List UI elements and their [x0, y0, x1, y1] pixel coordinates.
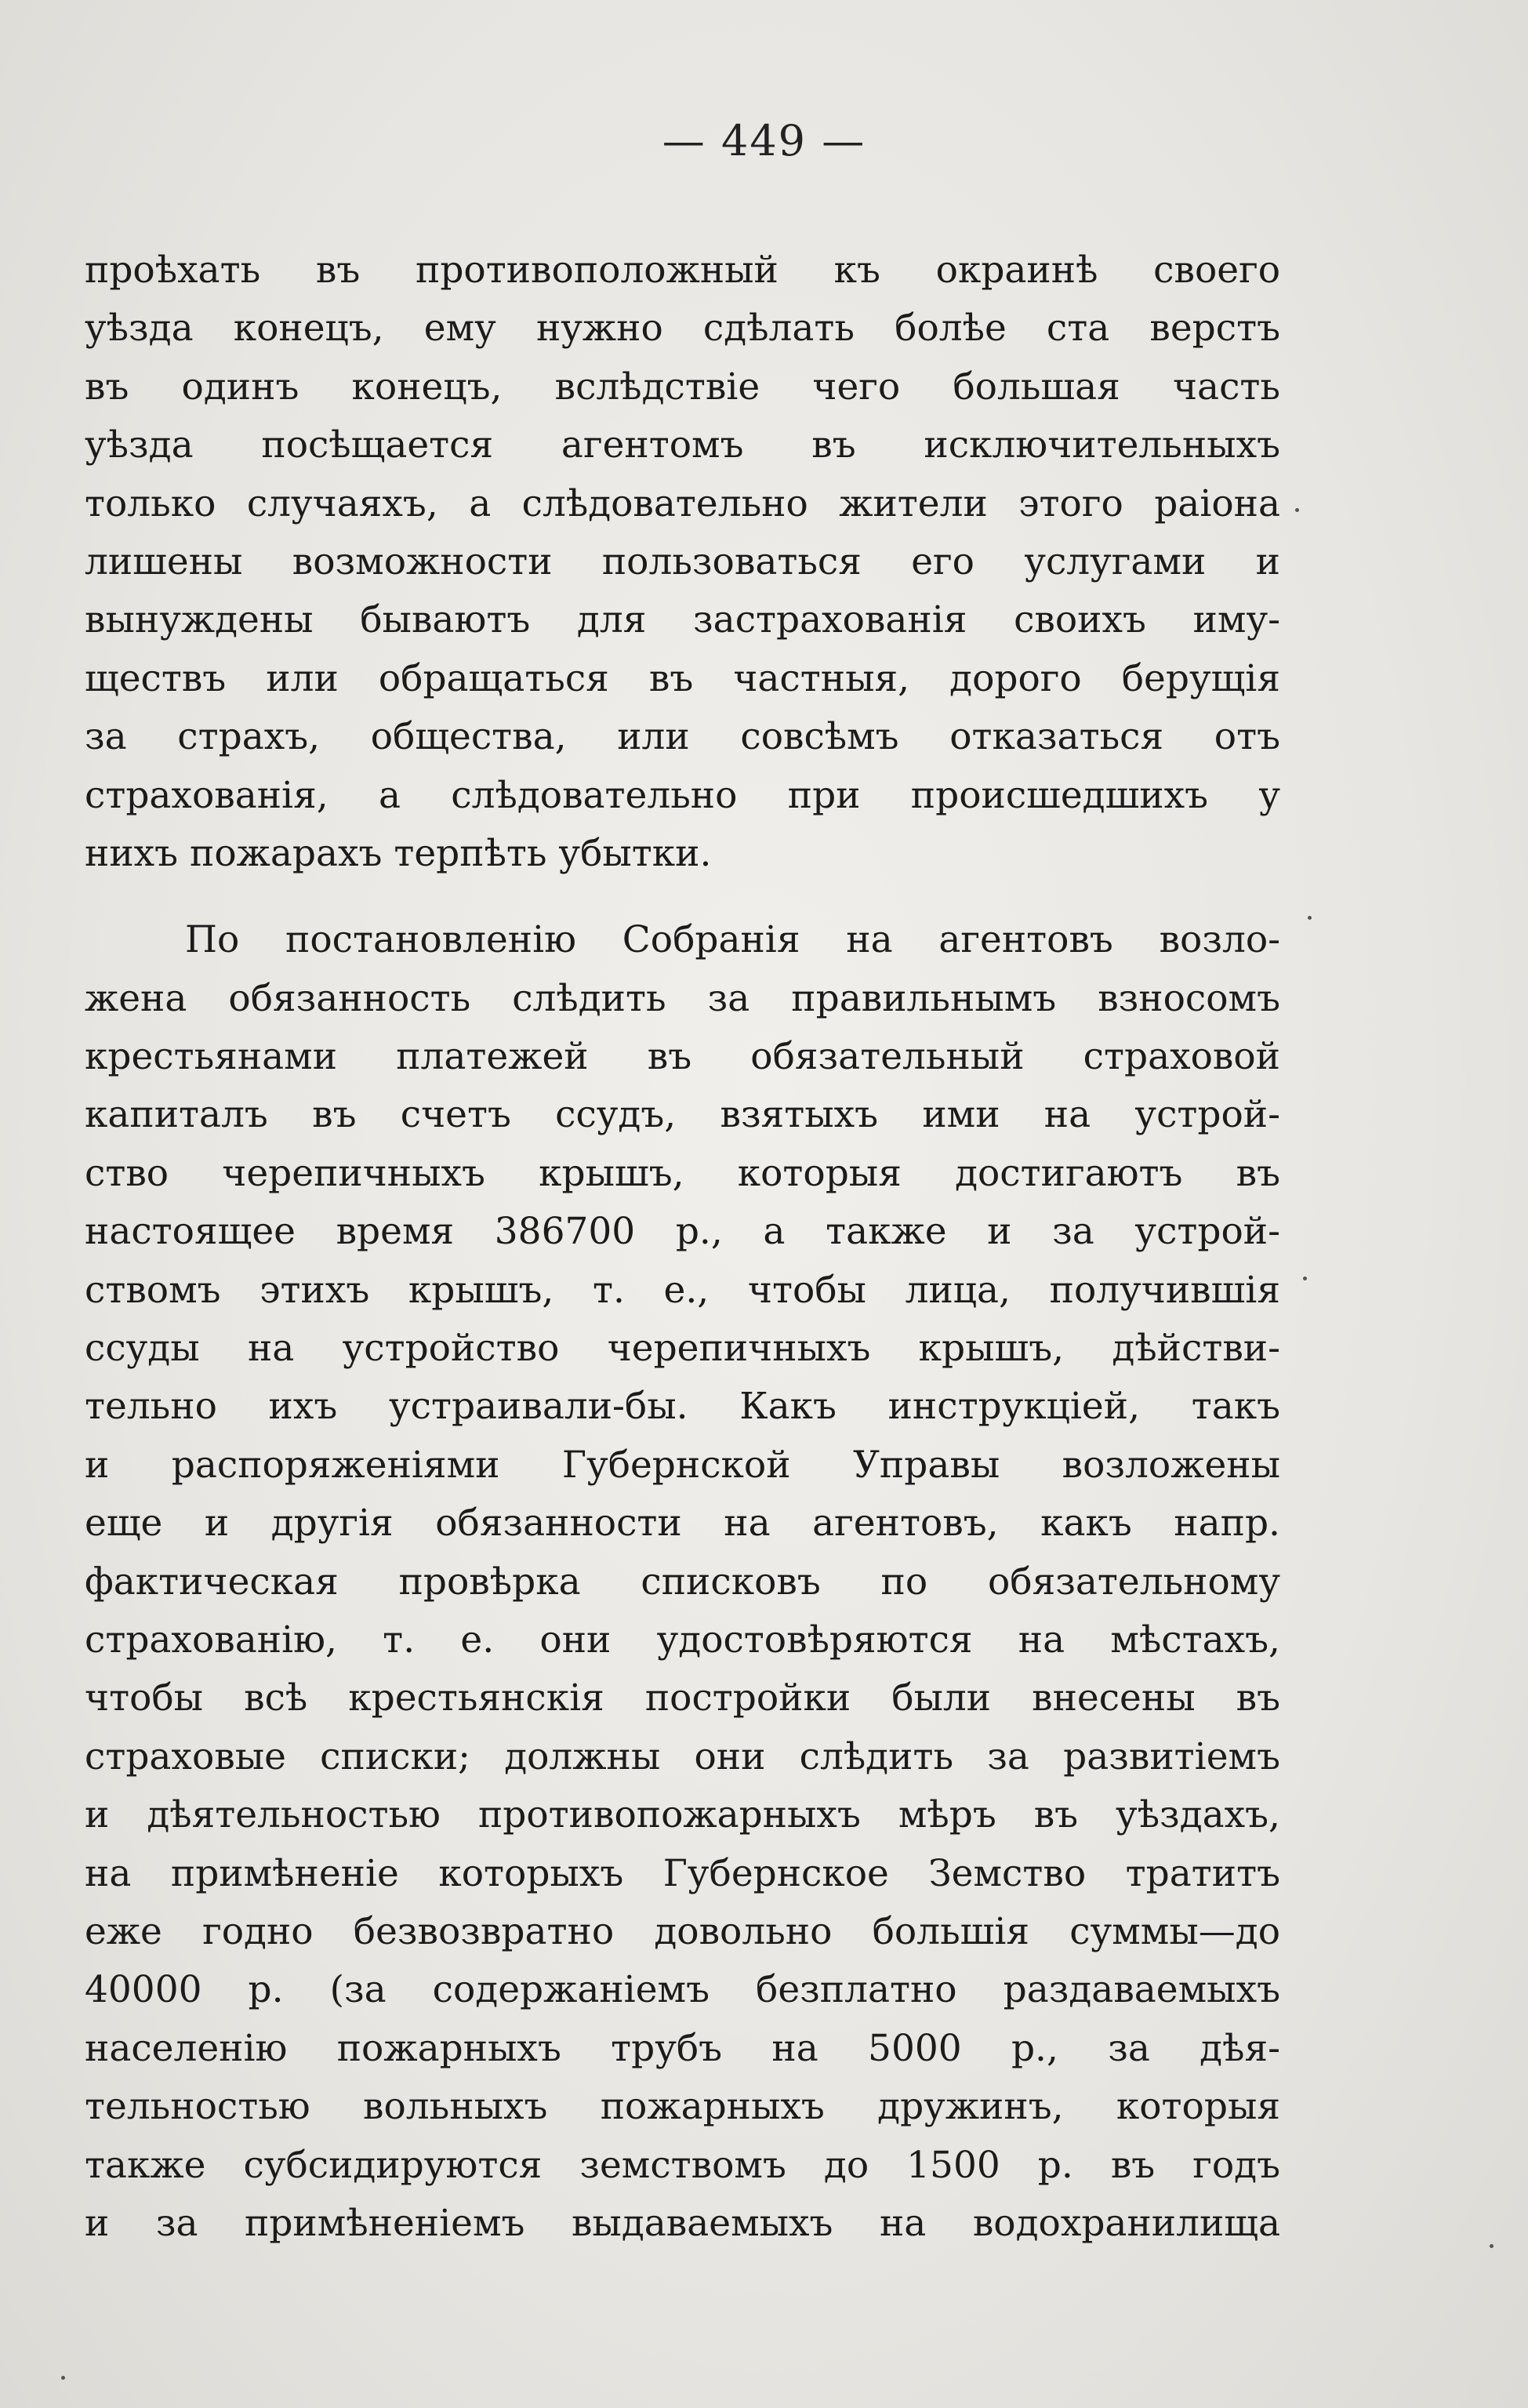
text-line: тельно ихъ устраивали-бы. Какъ инструкціей, такъ — [85, 1385, 1280, 1429]
paragraph-1 — [85, 242, 1280, 883]
paper-speck — [1490, 2244, 1494, 2248]
text-line: только случаяхъ, а слѣдовательно жители этого раіона — [85, 481, 1280, 525]
paragraph-spacer — [85, 883, 1280, 911]
text-line: вынуждены бываютъ для застрахованія своихъ иму- — [85, 598, 1280, 642]
text-line: крестьянами платежей въ обязательный страховой — [85, 1035, 1280, 1079]
text-line: фактическая провѣрка списковъ по обязательному — [85, 1560, 1280, 1604]
text-line: тельностью вольныхъ пожарныхъ дружинъ, которыя — [85, 2085, 1280, 2129]
text-line: капиталъ въ счетъ ссудъ, взятыхъ ими на устрой- — [85, 1093, 1280, 1137]
paper-speck — [1303, 1277, 1307, 1280]
paper-speck — [61, 2376, 65, 2380]
paper-speck — [1295, 508, 1299, 512]
text-line: еще и другія обязанности на агентовъ, какъ напр. — [85, 1502, 1280, 1545]
text-line: страховые списки; должны они слѣдить за развитіемъ — [85, 1734, 1280, 1778]
text-line: ство черепичныхъ крышъ, которыя достигаютъ въ — [85, 1151, 1280, 1195]
text-line: проѣхать въ противоположный къ окраинѣ своего — [85, 249, 1280, 292]
text-line: и за примѣненіемъ выдаваемыхъ на водохранилища — [85, 2201, 1280, 2245]
text-line: на примѣненіе которыхъ Губернское Земство тратитъ — [85, 1851, 1280, 1895]
text-line: населенію пожарныхъ трубъ на 5000 р., за дѣя- — [85, 2026, 1280, 2070]
text-line: чтобы всѣ крестьянскія постройки были внесены въ — [85, 1676, 1280, 1720]
text-line: страхованію, т. е. они удостовѣряются на мѣстахъ, — [85, 1618, 1280, 1662]
text-line: страхованія, а слѣдовательно при происшедшихъ у — [85, 773, 1280, 817]
text-line: въ одинъ конецъ, вслѣдствіе чего большая часть — [85, 365, 1280, 409]
text-line: По постановленію Собранія на агентовъ возло- — [185, 918, 1280, 962]
page-number: — 449 — — [662, 116, 866, 165]
text-line: также субсидируются земствомъ до 1500 р. въ годъ — [85, 2143, 1280, 2187]
text-line: ссуды на устройство черепичныхъ крышъ, дѣйстви- — [85, 1327, 1280, 1371]
text-line: ствомъ этихъ крышъ, т. е., чтобы лица, получившія — [85, 1268, 1280, 1312]
text-line: уѣзда конецъ, ему нужно сдѣлать болѣе ста верстъ — [85, 307, 1280, 350]
text-line: и распоряженіями Губернской Управы возложены — [85, 1443, 1280, 1487]
body-text — [85, 242, 1280, 2253]
paragraph-2 — [85, 911, 1280, 2253]
text-line: жена обязанность слѣдить за правильнымъ взносомъ — [85, 976, 1280, 1020]
text-line: нихъ пожарахъ терпѣть убытки. — [85, 831, 712, 875]
text-line: еже годно безвозвратно довольно большія суммы—до — [85, 1909, 1280, 1953]
text-line: уѣзда посѣщается агентомъ въ исключительныхъ — [85, 423, 1280, 467]
text-line: 40000 р. (за содержаніемъ безплатно раздаваемыхъ — [85, 1968, 1280, 2012]
text-line: и дѣятельностью противопожарныхъ мѣръ въ уѣздахъ, — [85, 1793, 1280, 1837]
text-line: лишены возможности пользоваться его услугами и — [85, 539, 1280, 583]
text-line: ществъ или обращаться въ частныя, дорого берущія — [85, 656, 1280, 700]
text-line: настоящее время 386700 р., а также и за устрой- — [85, 1210, 1280, 1254]
text-line: за страхъ, общества, или совсѣмъ отказаться отъ — [85, 715, 1280, 759]
paper-speck — [1308, 916, 1312, 920]
